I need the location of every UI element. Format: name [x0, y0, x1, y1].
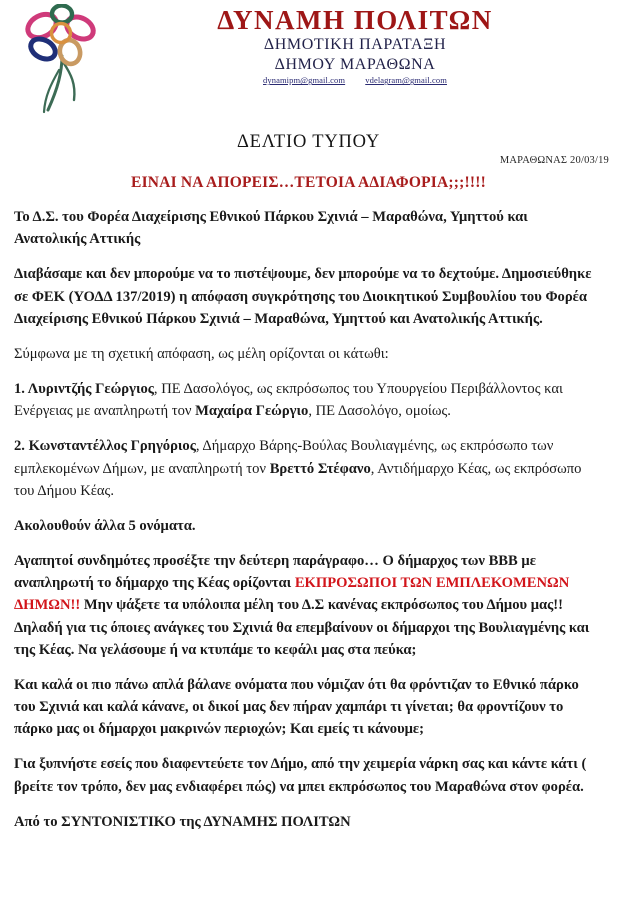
paragraph-subject: Το Δ.Σ. του Φορέα Διαχείρισης Εθνικού Πάρκου Σχινιά – Μαραθώνα, Υμηττού και Ανατολικής Αττικής	[14, 209, 528, 248]
member-2-number: 2.	[14, 438, 29, 455]
member-1-number: 1.	[14, 381, 28, 398]
commentary-1-highlight: ΕΚΠΡΟΣΩΠΟΙ ΤΩΝ ΕΜΠΛΕΚΟΜΕΝΩΝ ΔΗΜΩΝ!!	[14, 575, 570, 614]
organisation-title: ΔΥΝΑΜΗ ΠΟΛΙΤΩΝ	[217, 5, 493, 35]
member-1-deputy-role: , ΠΕ Δασολόγο, ομοίως.	[308, 403, 451, 420]
list-item-member-2	[14, 435, 599, 502]
commentary-1-part-b: Μην ψάξετε τα υπόλοιπα μέλη του Δ.Σ κανένας εκπρόσωπος του Δήμου μας!! Δηλαδή για τις όποιες ανάγκες του Σχινιά θα επεμβαίνουν οι δήμαρχοι της Βουλιαγμένης και της Κέας. Να γελάσουμε ή να κτυπάμε το κεφάλι μας στα πεύκα;	[14, 597, 590, 658]
member-2-name: Κωνσταντέλλος Γρηγόριος	[28, 438, 196, 455]
place-and-date: ΜΑΡΑΘΩΝΑΣ 20/03/19	[499, 155, 609, 166]
member-2-role: , Δήμαρχο Βάρης-Βούλας Βουλιαγμένης, ως εκπρόσωπο των εμπλεκομένων Δήμων, με αναπληρωτή τον	[14, 438, 554, 477]
flower-logo	[18, 4, 106, 124]
list-item-member-1	[14, 378, 599, 422]
paragraph-members-lead: Σύμφωνα με τη σχετική απόφαση, ως μέλη ορίζονται οι κάτωθι:	[14, 345, 389, 362]
email-link-primary[interactable]: dynamipm@gmail.com	[263, 75, 346, 86]
organisation-subtitle-2: ΔΗΜΟΥ ΜΑΡΑΘΩΝΑ	[274, 55, 436, 73]
paragraph-more-names: Ακολουθούν άλλα 5 ονόματα.	[14, 517, 196, 534]
member-1-name: Λυριντζής Γεώργιος	[27, 381, 154, 398]
document-type-title: ΔΕΛΤΙΟ ΤΥΠΟΥ	[236, 132, 381, 152]
document-body	[0, 206, 617, 833]
email-link-secondary[interactable]: vdelagram@gmail.com	[365, 75, 447, 86]
headline: ΕΙΝΑΙ ΝΑ ΑΠΟΡΕΙΣ…ΤΕΤΟΙΑ ΑΔΙΑΦΟΡΙΑ;;;!!!!	[131, 174, 486, 191]
signature-line: Από το ΣΥΝΤΟΝΙΣΤΙΚΟ της ΔΥΝΑΜΗΣ ΠΟΛΙΤΩΝ	[14, 813, 351, 830]
paragraph-commentary-2: Και καλά οι πιο πάνω απλά βάλανε ονόματα που νόμιζαν ότι θα φρόντιζαν το Εθνικό πάρκο του Σχινιά και καλά κάνανε, οι δικοί μας δεν πήραν χαμπάρι τι γίνεται; θα φροντίζουν το πάρκο μας οι δήμαρχοι μακρινών περιοχών; Και εμείς τι κάνουμε;	[14, 676, 579, 738]
member-1-deputy-name: Μαχαίρα Γεώργιο	[195, 403, 309, 420]
commentary-1-part-a: Αγαπητοί συνδημότες προσέξτε την δεύτερη παράγραφο… Ο δήμαρχος των ΒΒΒ με αναπληρωτή το δήμαρχο της Κέας ορίζονται	[14, 553, 536, 592]
paragraph-intro: Διαβάσαμε και δεν μπορούμε να το πιστέψουμε, δεν μπορούμε να το δεχτούμε. Δημοσιεύθηκε σε ΦΕΚ (ΥΟΔΔ 137/2019) η απόφαση συγκρότησης του Διοικητικού Συμβουλίου του Φορέα Διαχείρισης Εθνικού Πάρκου Σχινιά – Μαραθώνα, Υμηττού και Ανατολικής Αττικής.	[14, 266, 592, 327]
organisation-block	[140, 6, 570, 85]
document-header	[0, 0, 617, 118]
contact-emails	[140, 75, 570, 85]
paragraph-call-to-action: Για ξυπνήστε εσείς που διαφεντεύετε τον Δήμο, από την χειμερία νάρκη σας και κάντε κάτι ( βρείτε τον τρόπο, δεν μας ενδιαφέρει πώς) να μπει εκπρόσωπος του Μαραθώνα στον φορέα.	[14, 756, 587, 795]
member-2-deputy-name: Βρεττό Στέφανο	[269, 460, 371, 477]
member-2-deputy-role: , Αντιδήμαρχο Κέας, ως εκπρόσωπο του Δήμου Κέας.	[14, 460, 582, 499]
member-1-role: , ΠΕ Δασολόγος, ως εκπρόσωπος του Υπουργείου Περιβάλλοντος και Ενέργειας με αναπληρωτή τον	[14, 381, 563, 420]
organisation-subtitle-1: ΔΗΜΟΤΙΚΗ ΠΑΡΑΤΑΞΗ	[263, 36, 447, 54]
paragraph-commentary-1	[14, 550, 599, 661]
